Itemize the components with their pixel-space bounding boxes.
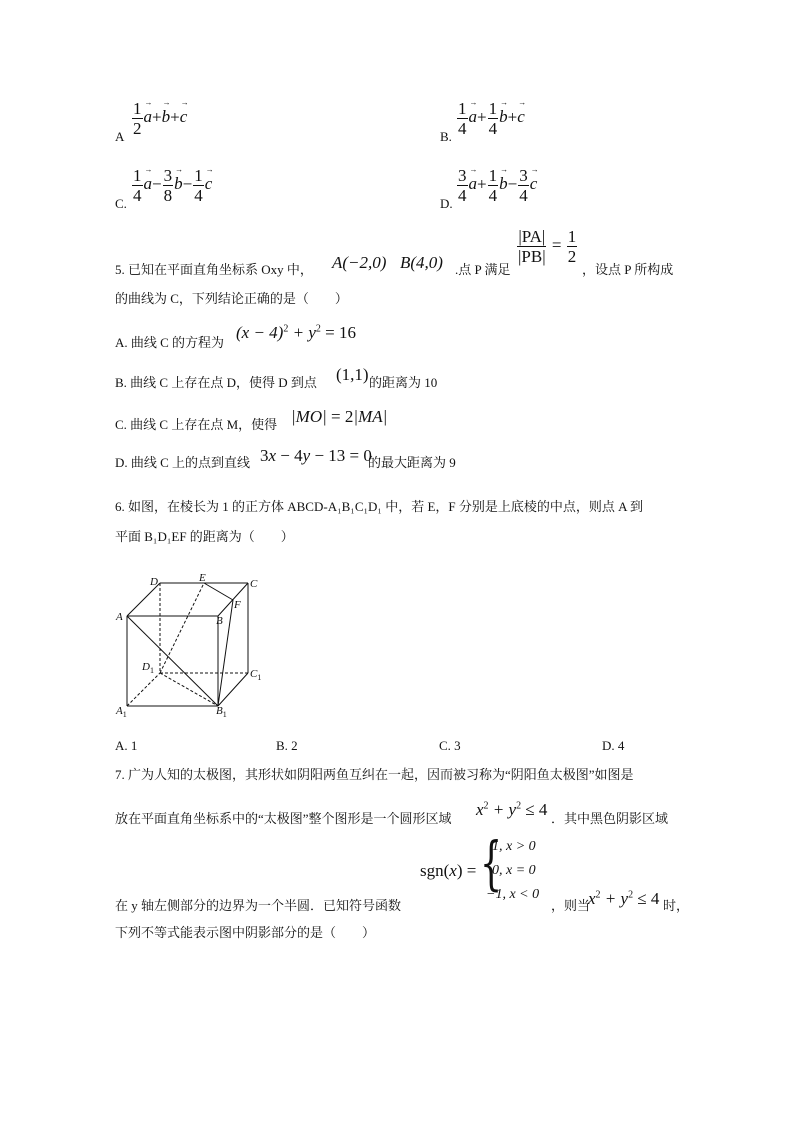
edge-a-b1 [127,616,218,706]
q7-stem-line3-mid: ，则当 [551,898,591,913]
q6-option-b: B. 2 [276,738,298,753]
sgn-case-zero: 0, x = 0 [492,863,536,878]
q4-option-a-label: A [115,129,125,144]
q5-stem-mid: .点 P 满足 [455,262,511,277]
sgn-function-name: sgn(x) = [420,861,477,880]
q4-option-d-expr: $\frac{3}{4}$ → a+ $\frac{1}{4}$ → b− $\frac{3}{4}$ → c [456,167,537,204]
q4-option-a-expr: $\frac{1}{2}$ → a+→ b+→ c [131,100,187,137]
q5-option-b-text: B. 曲线 C 上存在点 D，使得 D 到点 [115,375,317,390]
edge-e-f [204,583,233,600]
label-c1: $C_1$ [250,668,262,682]
q5-option-b-tail: 的距离为 10 [369,375,438,390]
sgn-brace: { [480,829,503,897]
q7-stem-line3-tail: 时， [663,898,690,913]
q4-option-b-expr: $\frac{1}{4}$ → a+ $\frac{1}{4}$ → b+→ c [456,100,525,137]
q7-sgn-definition [420,829,570,908]
q5-option-c-equation: |MO| = 2|MA| [291,407,388,426]
label-f: F [234,599,241,611]
q5-option-a-equation: $(x - 4)^2 + y^2 = 16$ [236,323,356,342]
edge-b1-c1 [218,673,248,706]
label-e: E [199,572,206,584]
q7-condition: $x^2 + y^2 \le 4$ [588,889,660,908]
q5-point-a: A(−2,0) [332,253,387,272]
q5-ratio-condition: $\frac{|PA|}{|PB|}$ = $\frac{1}{2}$ [518,227,577,266]
sgn-case-positive: 1, x > 0 [492,839,536,854]
sgn-case-negative: −1, x < 0 [486,887,540,902]
q7-stem-line3: 在 y 轴左侧部分的边界为一个半圆．已知符号函数 [115,898,402,913]
q7-stem-line4: 下列不等式能表示图中阴影部分的是（ ） [115,925,376,940]
q4-option-c-label: C. [115,196,127,211]
label-a1: $A_1$ [116,705,127,719]
edge-d1-e-hidden [160,583,204,673]
q5-option-c-text: C. 曲线 C 上存在点 M，使得 [115,417,278,432]
q5-stem-line2: 的曲线为 C，下列结论正确的是（ ） [115,291,348,306]
q5-point-b: B(4,0) [400,253,443,272]
q5-option-d-tail: 的最大距离为 9 [368,455,456,470]
q6-option-d: D. 4 [602,738,625,753]
label-a: A [116,611,123,623]
label-d1: $D_1$ [142,661,154,675]
q5-option-b-point: (1,1) [336,365,369,384]
q6-option-c: C. 3 [439,738,461,753]
q6-option-a: A. 1 [115,738,138,753]
label-b1: $B_1$ [216,705,227,719]
q5-stem-tail: ，设点 P 所构成 [582,262,674,277]
label-d: D [150,576,158,588]
label-c: C [250,578,258,590]
q6-stem-line2: 平面 B₁D₁EF 的距离为（ ） [115,529,294,544]
q7-stem-line2-tail: ．其中黑色阴影区域 [551,811,669,826]
edge-a1-d1-hidden [127,673,160,706]
q5-option-d-text: D. 曲线 C 上的点到直线 [115,455,251,470]
q7-stem-line2: 放在平面直角坐标系中的“太极图”整个图形是一个圆形区域 [115,811,452,826]
q7-stem-line1: 7. 广为人知的太极图，其形状如阴阳两鱼互纠在一起，因而被习称为“阴阳鱼太极图”如图是 [115,767,634,782]
q6-stem-line1: 6. 如图，在棱长为 1 的正方体 ABCD-A₁B₁C₁D₁ 中，若 E，F 分别是上底棱的中点，则点 A 到 [115,499,644,514]
q4-option-d-label: D. [440,196,453,211]
cube-figure [110,570,270,720]
q4-option-c-expr: $\frac{1}{4}$ → a− $\frac{3}{8}$ → b− $\frac{1}{4}$ → c [131,167,212,204]
label-b: B [216,615,223,627]
q4-option-b-label: B. [440,129,452,144]
q5-option-d-line: 3x − 4y − 13 = 0 [260,446,372,465]
q5-option-a-text: A. 曲线 C 的方程为 [115,335,225,350]
q5-stem-lead: 5. 已知在平面直角坐标系 Oxy 中， [115,262,313,277]
q7-circle-region: $x^2 + y^2 \le 4$ [476,800,548,819]
